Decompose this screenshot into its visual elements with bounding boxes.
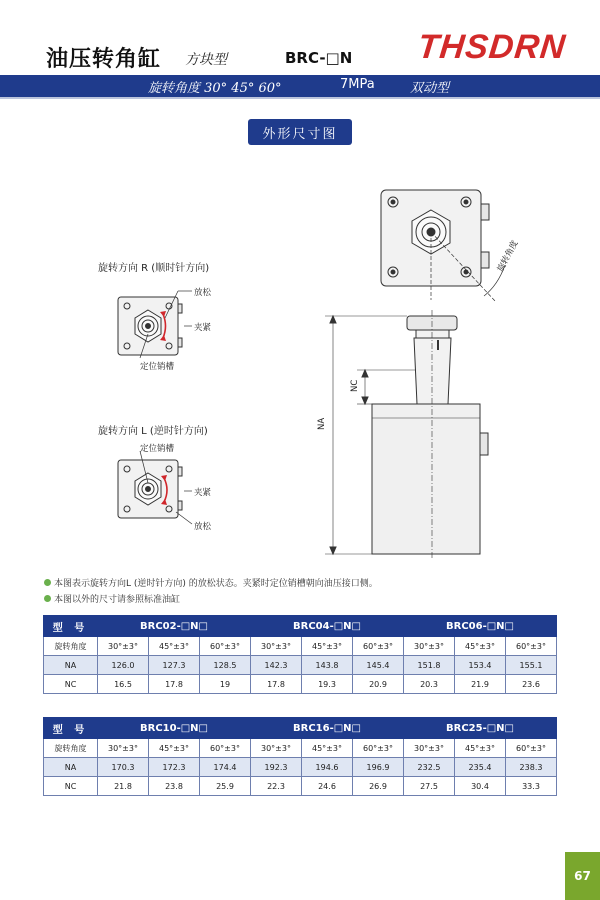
angles-cell: 30°±3° xyxy=(98,637,149,656)
nc-cell: 27.5 xyxy=(404,777,455,796)
nc-cell: 21.9 xyxy=(455,675,506,694)
na-row xyxy=(44,758,557,777)
spec-table-1 xyxy=(43,615,557,694)
note-1: 本图表示旋转方向L (逆时针方向) 的放松状态。夹紧时定位销槽朝向油压接口侧。 xyxy=(44,576,378,589)
view-r xyxy=(118,291,192,358)
angles-cell: 30°±3° xyxy=(404,637,455,656)
bullet-icon xyxy=(44,579,51,586)
na-cell: 192.3 xyxy=(251,758,302,777)
nc-cell: 22.3 xyxy=(251,777,302,796)
view-l xyxy=(118,451,192,524)
top-view xyxy=(381,190,505,301)
angles-cell: 60°±3° xyxy=(200,739,251,758)
angle-row xyxy=(44,739,557,758)
angles-cell: 60°±3° xyxy=(353,637,404,656)
angles-cell: 60°±3° xyxy=(506,637,557,656)
nc-cell: 17.8 xyxy=(251,675,302,694)
na-cell: 194.6 xyxy=(302,758,353,777)
model-cell: BRC25-□N□ xyxy=(404,718,557,739)
side-view xyxy=(325,310,488,560)
row-label: 旋转角度 xyxy=(44,637,98,656)
na-dimension: NA xyxy=(317,417,327,430)
na-cell: 126.0 xyxy=(98,656,149,675)
band-type: 双动型 xyxy=(410,81,450,96)
nc-cell: 23.8 xyxy=(149,777,200,796)
row-label: NA xyxy=(44,656,98,675)
angles-cell: 45°±3° xyxy=(149,739,200,758)
angles-cell: 30°±3° xyxy=(404,739,455,758)
nc-cell: 25.9 xyxy=(200,777,251,796)
nc-cell: 20.3 xyxy=(404,675,455,694)
na-cell: 151.8 xyxy=(404,656,455,675)
na-cell: 155.1 xyxy=(506,656,557,675)
page-title: 油压转角缸 xyxy=(46,47,162,72)
angles-cell: 30°±3° xyxy=(98,739,149,758)
angles-cell: 60°±3° xyxy=(506,739,557,758)
loosen-label-l: 放松 xyxy=(194,522,212,532)
nc-dimension: NC xyxy=(350,379,360,392)
na-cell: 170.3 xyxy=(98,758,149,777)
nc-cell: 20.9 xyxy=(353,675,404,694)
model-cell: BRC02-□N□ xyxy=(98,616,251,637)
angles-cell: 45°±3° xyxy=(149,637,200,656)
nc-row xyxy=(44,675,557,694)
model-cell: BRC16-□N□ xyxy=(251,718,404,739)
angles-cell: 45°±3° xyxy=(302,739,353,758)
angle-row xyxy=(44,637,557,656)
nc-cell: 21.8 xyxy=(98,777,149,796)
na-cell: 143.8 xyxy=(302,656,353,675)
na-cell: 145.4 xyxy=(353,656,404,675)
row-label: NA xyxy=(44,758,98,777)
na-cell: 128.5 xyxy=(200,656,251,675)
band-pressure: 7MPa xyxy=(340,77,375,92)
na-cell: 127.3 xyxy=(149,656,200,675)
na-cell: 238.3 xyxy=(506,758,557,777)
pin-label-l: 定位销槽 xyxy=(140,444,175,454)
rotation-r-title: 旋转方向 R (顺时针方向) xyxy=(98,263,210,274)
loosen-label-r: 放松 xyxy=(194,288,212,298)
angles-cell: 60°±3° xyxy=(200,637,251,656)
model-header: 型 号 xyxy=(44,718,98,739)
nc-cell: 19 xyxy=(200,675,251,694)
nc-cell: 30.4 xyxy=(455,777,506,796)
na-cell: 174.4 xyxy=(200,758,251,777)
na-cell: 196.9 xyxy=(353,758,404,777)
row-label: NC xyxy=(44,675,98,694)
clamp-label-l: 夹紧 xyxy=(194,488,212,498)
nc-cell: 24.6 xyxy=(302,777,353,796)
na-cell: 232.5 xyxy=(404,758,455,777)
band-angles: 旋转角度 30° 45° 60° xyxy=(148,81,282,96)
na-cell: 235.4 xyxy=(455,758,506,777)
nc-cell: 23.6 xyxy=(506,675,557,694)
nc-cell: 16.5 xyxy=(98,675,149,694)
spec-table-2 xyxy=(43,717,557,796)
model-header: 型 号 xyxy=(44,616,98,637)
na-row xyxy=(44,656,557,675)
rotation-l-title: 旋转方向 L (逆时针方向) xyxy=(98,426,208,437)
angles-cell: 45°±3° xyxy=(455,637,506,656)
page-subtitle: 方块型 xyxy=(185,52,227,68)
na-cell: 142.3 xyxy=(251,656,302,675)
row-label: 旋转角度 xyxy=(44,739,98,758)
nc-cell: 17.8 xyxy=(149,675,200,694)
section-title: 外形尺寸图 xyxy=(248,119,352,145)
pin-label-r: 定位销槽 xyxy=(140,362,175,372)
na-cell: 153.4 xyxy=(455,656,506,675)
brand-logo: THSDRN xyxy=(416,28,568,66)
angles-cell: 45°±3° xyxy=(302,637,353,656)
page-number: 67 xyxy=(565,852,600,900)
angles-cell: 30°±3° xyxy=(251,739,302,758)
model-cell: BRC10-□N□ xyxy=(98,718,251,739)
nc-cell: 33.3 xyxy=(506,777,557,796)
model-code: BRC-□N xyxy=(285,49,353,67)
bullet-icon xyxy=(44,595,51,602)
clamp-label-r: 夹紧 xyxy=(194,323,212,333)
na-cell: 172.3 xyxy=(149,758,200,777)
row-label: NC xyxy=(44,777,98,796)
angles-cell: 30°±3° xyxy=(251,637,302,656)
nc-row xyxy=(44,777,557,796)
angles-cell: 60°±3° xyxy=(353,739,404,758)
angle-label: 旋转角度 xyxy=(495,238,521,274)
nc-cell: 19.3 xyxy=(302,675,353,694)
model-cell: BRC06-□N□ xyxy=(404,616,557,637)
model-cell: BRC04-□N□ xyxy=(251,616,404,637)
note-2: 本图以外的尺寸请参照标准油缸 xyxy=(44,592,180,605)
angles-cell: 45°±3° xyxy=(455,739,506,758)
nc-cell: 26.9 xyxy=(353,777,404,796)
